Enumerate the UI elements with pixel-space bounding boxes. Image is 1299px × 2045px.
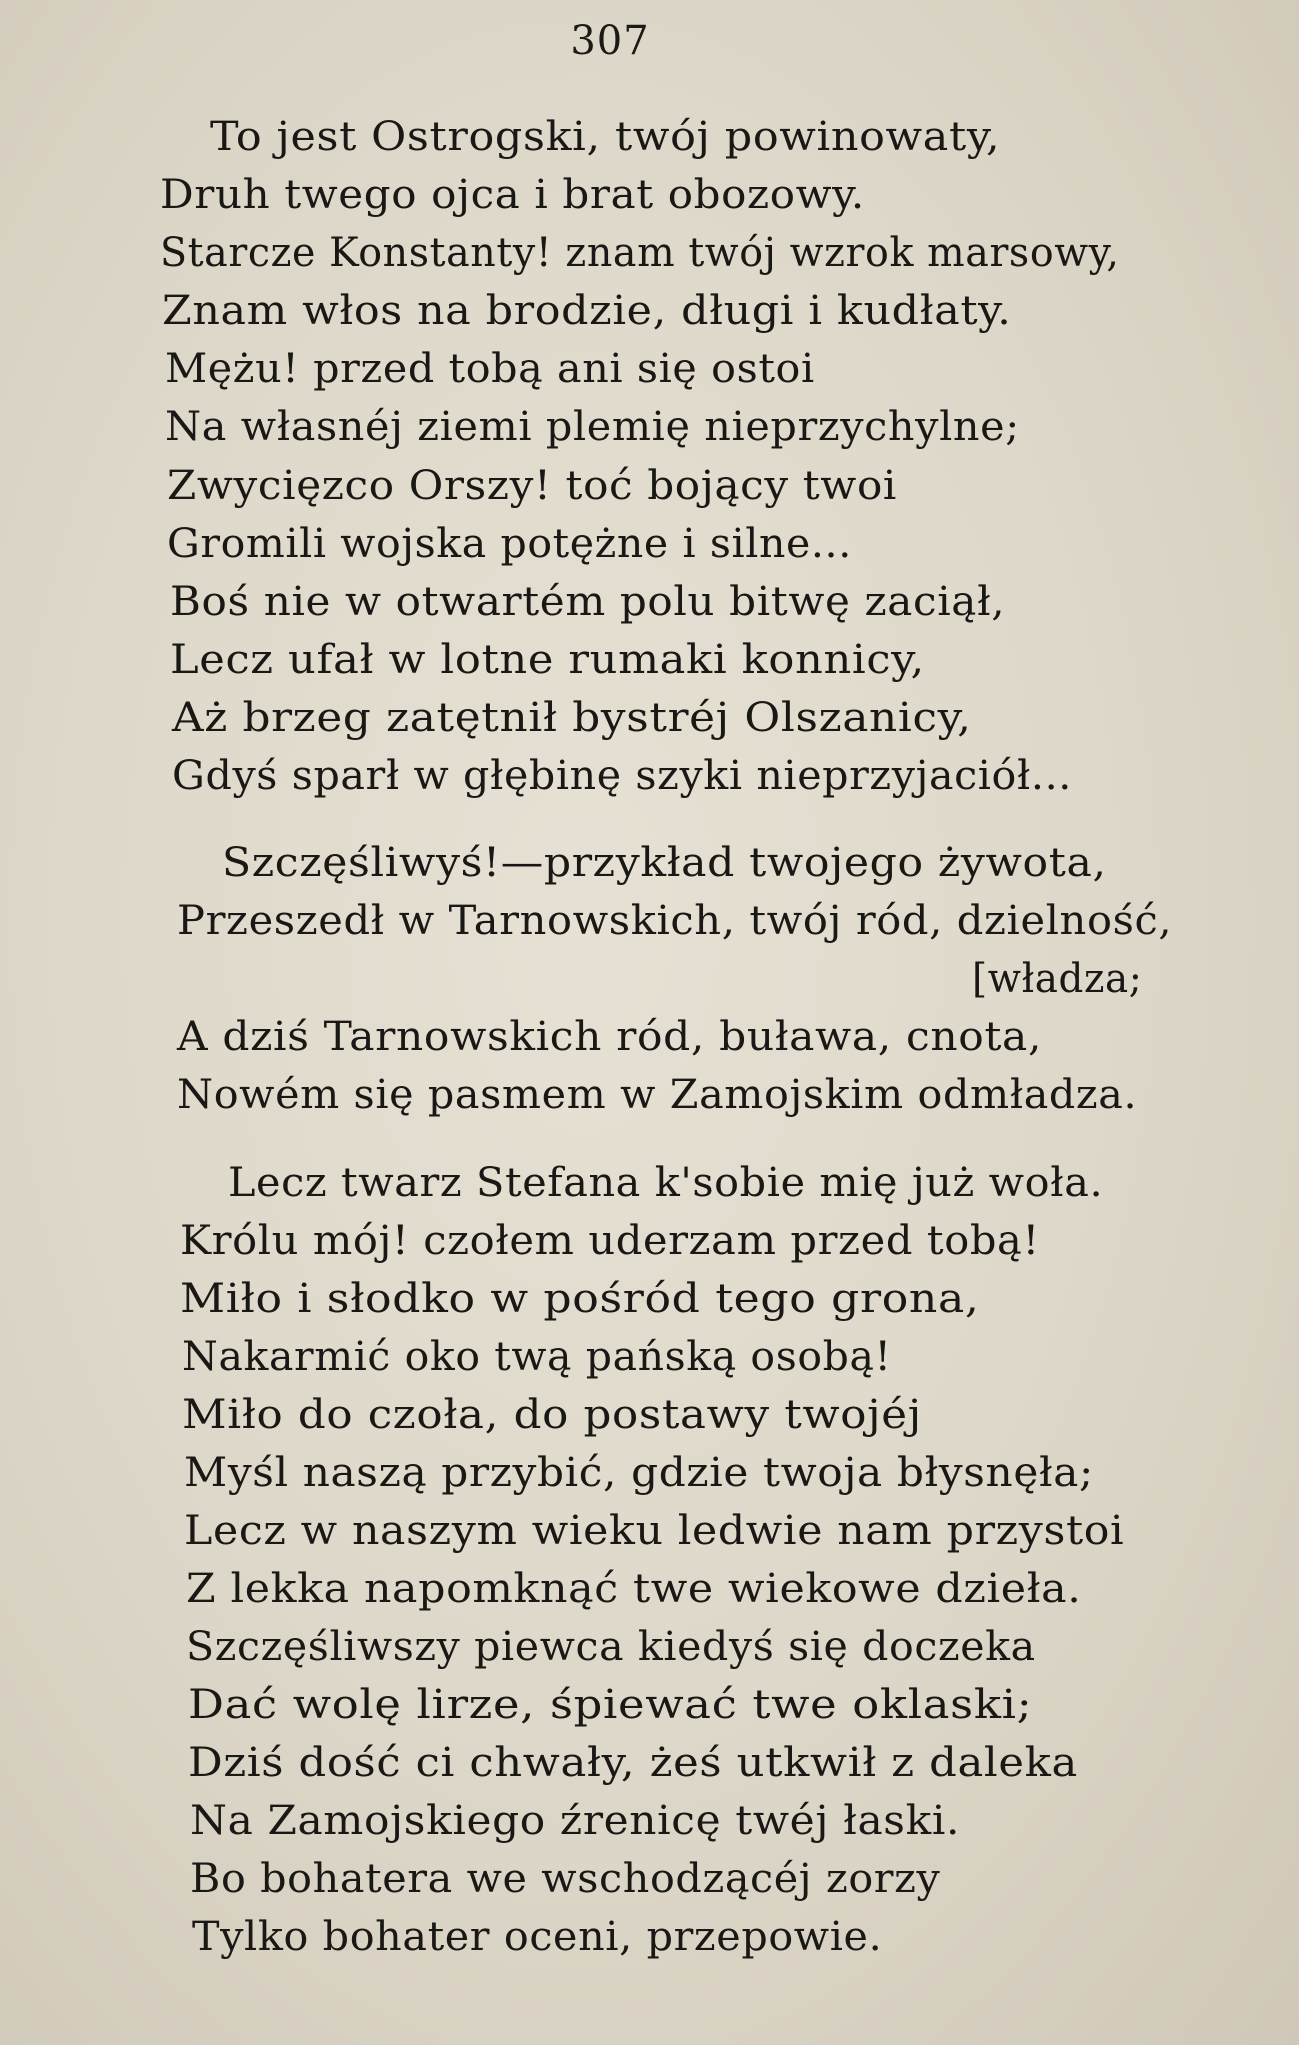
poem-line: Myśl naszą przybić, gdzie twoja błysnęła; (184, 1450, 1094, 1496)
poem-line: Dziś dość ci chwały, żeś utkwił z daleka (188, 1740, 1078, 1786)
page-number: 307 (570, 18, 650, 64)
poem-line: Przeszedł w Tarnowskich, twój ród, dzielność, (177, 898, 1173, 944)
poem-line: Nakarmić oko twą pańską osobą! (182, 1334, 892, 1380)
poem-line: Gdyś sparł w głębinę szyki nieprzyjaciół... (172, 753, 1072, 799)
poem-line: Bo bohatera we wschodzącéj zorzy (190, 1856, 941, 1902)
poem-line: Lecz twarz Stefana k'sobie mię już woła. (228, 1160, 1104, 1206)
poem-line: Lecz ufał w lotne rumaki konnicy, (170, 637, 925, 683)
poem-line: Druh twego ojca i brat obozowy. (160, 172, 865, 218)
poem-line: Tylko bohater oceni, przepowie. (192, 1914, 883, 1960)
poem-line: Królu mój! czołem uderzam przed tobą! (180, 1218, 1040, 1264)
poem-line: Lecz w naszym wieku ledwie nam przystoi (184, 1508, 1125, 1554)
poem-line: Na Zamojskiego źrenicę twéj łaski. (190, 1798, 961, 1844)
poem-line: Miło i słodko w pośród tego grona, (180, 1276, 980, 1322)
poem-line: Boś nie w otwartém polu bitwę zaciął, (170, 579, 1006, 625)
poem-line: A dziś Tarnowskich ród, buława, cnota, (177, 1014, 1043, 1060)
poem-line-continuation: [władza; (972, 956, 1143, 1002)
poem-line: Znam włos na brodzie, długi i kudłaty. (162, 288, 1012, 334)
poem-line: Miło do czoła, do postawy twojéj (182, 1392, 922, 1438)
poem-line: Szczęśliwszy piewca kiedyś się doczeka (186, 1624, 1036, 1670)
poem-line: Gromili wojska potężne i silne... (167, 521, 852, 567)
poem-line: Zwycięzco Orszy! toć bojący twoi (167, 463, 898, 509)
poem-line: Z lekka napomknąć twe wiekowe dzieła. (186, 1566, 1082, 1612)
poem-line: Mężu! przed tobą ani się ostoi (165, 346, 815, 392)
poem-line: To jest Ostrogski, twój powinowaty, (210, 114, 1001, 160)
poem-line: Starcze Konstanty! znam twój wzrok marsowy, (160, 230, 1120, 276)
poem-line: Szczęśliwyś!—przykład twojego żywota, (222, 840, 1107, 886)
poem-line: Na własnéj ziemi plemię nieprzychylne; (165, 404, 1020, 450)
poem-line: Dać wolę lirze, śpiewać twe oklaski; (188, 1682, 1033, 1728)
poem-line: Aż brzeg zatętnił bystréj Olszanicy, (172, 695, 972, 741)
poem-line: Nowém się pasmem w Zamojskim odmładza. (177, 1072, 1138, 1118)
